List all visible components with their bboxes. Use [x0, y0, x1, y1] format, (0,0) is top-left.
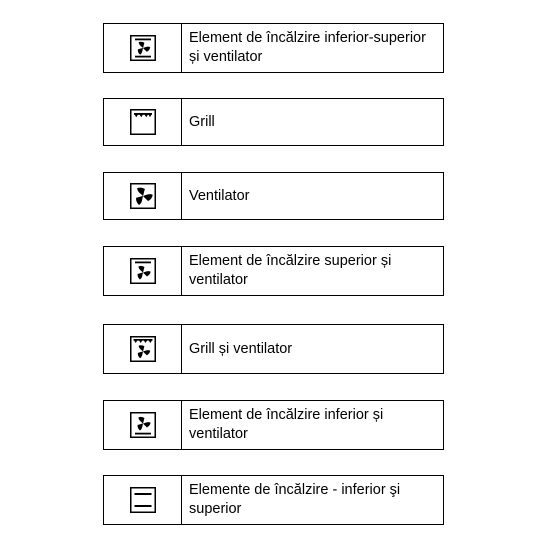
function-label: Elemente de încălzire - inferior şi superior	[189, 482, 401, 517]
function-row-grill-fan	[103, 324, 444, 374]
function-label: Element de încălzire superior și ventilator	[189, 253, 392, 288]
function-row-top-heat-fan	[103, 246, 444, 296]
grill-fan-icon	[130, 336, 156, 362]
function-label: Grill și ventilator	[189, 340, 293, 357]
function-label: Ventilator	[189, 187, 250, 204]
top-heat-fan-icon	[130, 258, 156, 284]
icon-cell	[104, 99, 182, 145]
function-row-fan	[103, 172, 444, 220]
icon-cell	[104, 24, 182, 72]
bottom-heat-fan-icon	[130, 412, 156, 438]
icon-cell	[104, 247, 182, 295]
icon-cell	[104, 476, 182, 524]
function-label: Element de încălzire inferior și ventilator	[189, 407, 384, 442]
icon-cell	[104, 401, 182, 449]
bottom-top-heat-fan-icon	[130, 35, 156, 61]
function-row-bottom-top-heat-fan	[103, 23, 444, 73]
function-label: Grill	[189, 113, 215, 130]
function-label: Element de încălzire inferior-superior și ventilator	[189, 30, 426, 65]
top-bottom-heat-icon	[130, 487, 156, 513]
fan-icon	[130, 183, 156, 209]
icon-cell	[104, 325, 182, 373]
function-row-bottom-heat-fan	[103, 400, 444, 450]
grill-icon	[130, 109, 156, 135]
function-row-grill	[103, 98, 444, 146]
function-row-top-bottom-heat	[103, 475, 444, 525]
icon-cell	[104, 173, 182, 219]
